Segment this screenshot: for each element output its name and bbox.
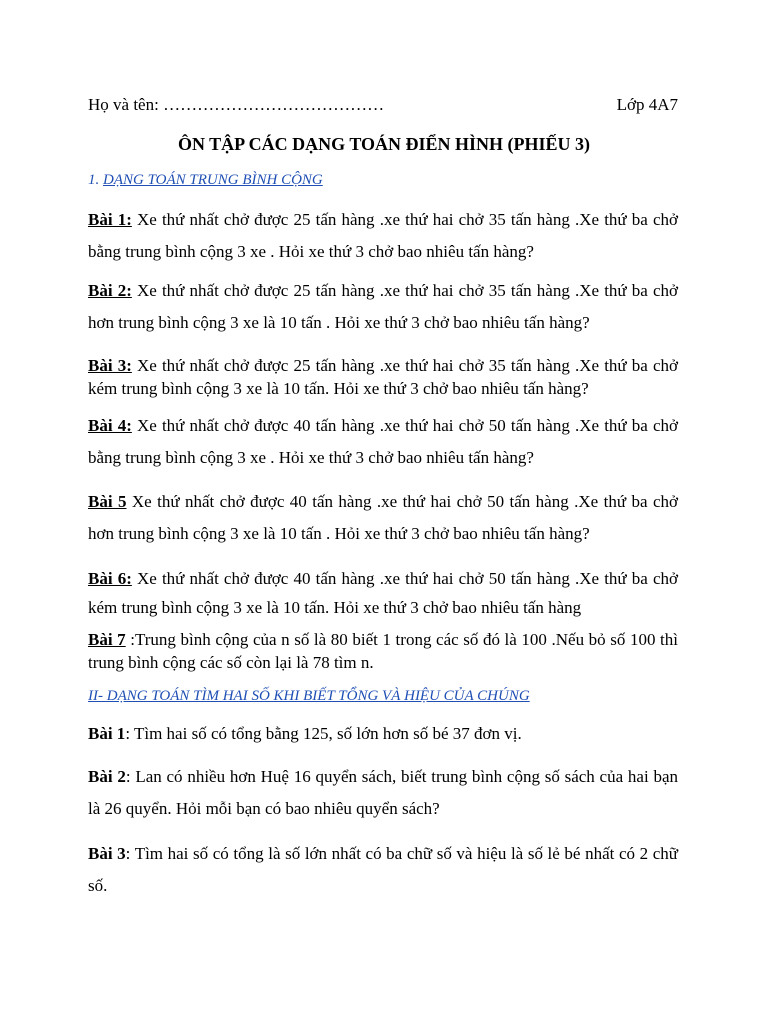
problem-label: Bài 4:: [88, 416, 132, 435]
problem-text: Xe thứ nhất chở được 40 tấn hàng .xe thứ hai chở 50 tấn hàng .Xe thứ ba chở hơn trung bình cộng 3 xe là 10 tấn . Hỏi xe thứ 3 chở bao nhiêu tấn hàng?: [88, 492, 678, 543]
section-2-heading: [88, 686, 530, 706]
section-1-heading: [88, 170, 323, 190]
problem-text: Xe thứ nhất chở được 40 tấn hàng .xe thứ hai chở 50 tấn hàng .Xe thứ ba chở kém trung bình cộng 3 xe là 10 tấn. Hỏi xe thứ 3 chở bao nhiêu tấn hàng: [88, 569, 678, 617]
student-name-line: Họ và tên: …………………………………: [88, 95, 385, 114]
problem-text: Xe thứ nhất chở được 25 tấn hàng .xe thứ hai chở 35 tấn hàng .Xe thứ ba chở kém trung bình cộng 3 xe là 10 tấn. Hỏi xe thứ 3 chở bao nhiêu tấn hàng?: [88, 356, 678, 398]
section-1-title: DẠNG TOÁN TRUNG BÌNH CỘNG: [103, 172, 323, 188]
problem-text: : Lan có nhiều hơn Huệ 16 quyển sách, biết trung bình cộng số sách của hai bạn là 26 quyển. Hỏi mỗi bạn có bao nhiêu quyển sách?: [88, 767, 678, 818]
class-label: Lớp 4A7: [616, 95, 678, 114]
problem-1-7: [88, 628, 678, 674]
problem-label: Bài 3:: [88, 356, 132, 375]
problem-1-3: [88, 354, 678, 400]
problem-2-1: [88, 722, 678, 745]
problem-label: Bài 3: [88, 844, 126, 863]
problem-2-3: [88, 838, 678, 902]
problem-label: Bài 5: [88, 492, 127, 511]
problem-text: Xe thứ nhất chở được 25 tấn hàng .xe thứ hai chở 35 tấn hàng .Xe thứ ba chở hơn trung bình cộng 3 xe là 10 tấn . Hỏi xe thứ 3 chở bao nhiêu tấn hàng?: [88, 281, 678, 332]
problem-1-6: [88, 564, 678, 622]
section-1-number: 1.: [88, 172, 103, 188]
problem-1-5: [88, 486, 678, 550]
problem-label: Bài 2:: [88, 281, 132, 300]
problem-label: Bài 1:: [88, 210, 132, 229]
document-title: ÔN TẬP CÁC DẠNG TOÁN ĐIỂN HÌNH (PHIẾU 3): [177, 134, 591, 154]
problem-label: Bài 7: [88, 630, 126, 649]
problem-1-2: [88, 275, 678, 339]
problem-label: Bài 1: [88, 724, 126, 743]
problem-text: :Trung bình cộng của n số là 80 biết 1 trong các số đó là 100 .Nếu bỏ số 100 thì trung bình cộng các số còn lại là 78 tìm n.: [88, 630, 678, 672]
section-2-title: II- DẠNG TOÁN TÌM HAI SỐ KHI BIẾT TỔNG VÀ HIỆU CỦA CHÚNG: [88, 688, 530, 704]
problem-text: : Tìm hai số có tổng bằng 125, số lớn hơn số bé 37 đơn vị.: [125, 724, 522, 743]
problem-2-2: [88, 761, 678, 825]
problem-text: Xe thứ nhất chở được 25 tấn hàng .xe thứ hai chở 35 tấn hàng .Xe thứ ba chở bằng trung bình cộng 3 xe . Hỏi xe thứ 3 chở bao nhiêu tấn hàng?: [88, 210, 678, 261]
problem-label: Bài 6:: [88, 569, 132, 588]
problem-1-4: [88, 410, 678, 474]
header-row: [88, 94, 678, 116]
problem-text: Xe thứ nhất chở được 40 tấn hàng .xe thứ hai chở 50 tấn hàng .Xe thứ ba chở bằng trung bình cộng 3 xe . Hỏi xe thứ 3 chở bao nhiêu tấn hàng?: [88, 416, 678, 467]
problem-label: Bài 2: [88, 767, 126, 786]
problem-1-1: [88, 204, 678, 268]
problem-text: : Tìm hai số có tổng là số lớn nhất có ba chữ số và hiệu là số lẻ bé nhất có 2 chữ số.: [88, 844, 678, 895]
